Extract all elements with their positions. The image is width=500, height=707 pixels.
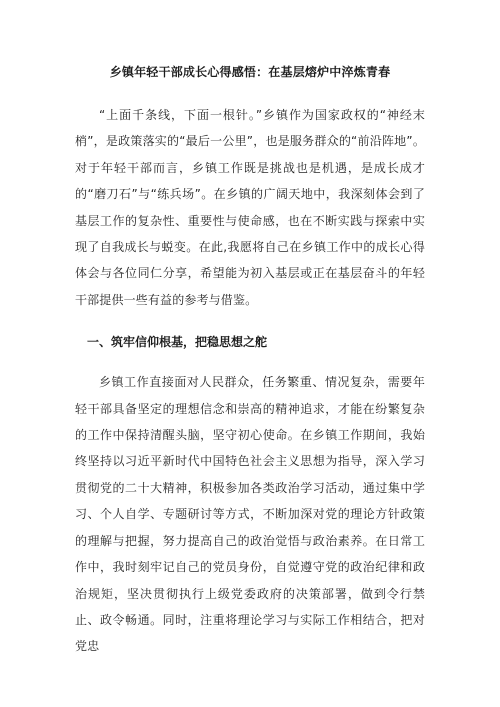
section-paragraph: 乡镇工作直接面对人民群众，任务繁重、情况复杂，需要年轻干部具备坚定的理想信念和崇高的精神追求，才能在纷繁复杂的工作中保持清醒头脑，坚守初心使命。在乡镇工作期间，我始终坚持以习近平新时代中国特色社会主义思想为指导，深入学习贯彻党的二十大精神，积极参加各类政治学习活动，通过集中学习、个人自学、专题研讨等方式，不断加深对党的理论方针政策的理解与把握，努力提高自己的政治觉悟与政治素养。在日常工作中，我时刻牢记自己的党员身份，自觉遵守党的政治纪律和政治规矩，坚决贯彻执行上级党委政府的决策部署，做到令行禁止、政令畅通。同时，注重将理论学习与实际工作相结合，把对党忠 (75, 375, 425, 654)
intro-paragraph: “上面千条线，下面一根针。”乡镇作为国家政权的“神经末梢”，是政策落实的“最后一公里”，也是服务群众的“前沿阵地”。对于年轻干部而言，乡镇工作既是挑战也是机遇，是成长成才的“磨刀石”与“练兵场”。在乡镇的广阔天地中，我深刻体会到了基层工作的复杂性、重要性与使命感，也在不断实践与探索中实现了自我成长与蜕变。在此,我愿将自己在乡镇工作中的成长心得体会与各位同仁分享，希望能为初入基层或正在基层奋斗的年轻干部提供一些有益的参考与借鉴。 (75, 108, 425, 307)
document-title: 乡镇年轻干部成长心得感悟：在基层熔炉中淬炼青春 (109, 65, 391, 79)
section-heading: 一、筑牢信仰根基，把稳思想之舵 (87, 335, 268, 350)
